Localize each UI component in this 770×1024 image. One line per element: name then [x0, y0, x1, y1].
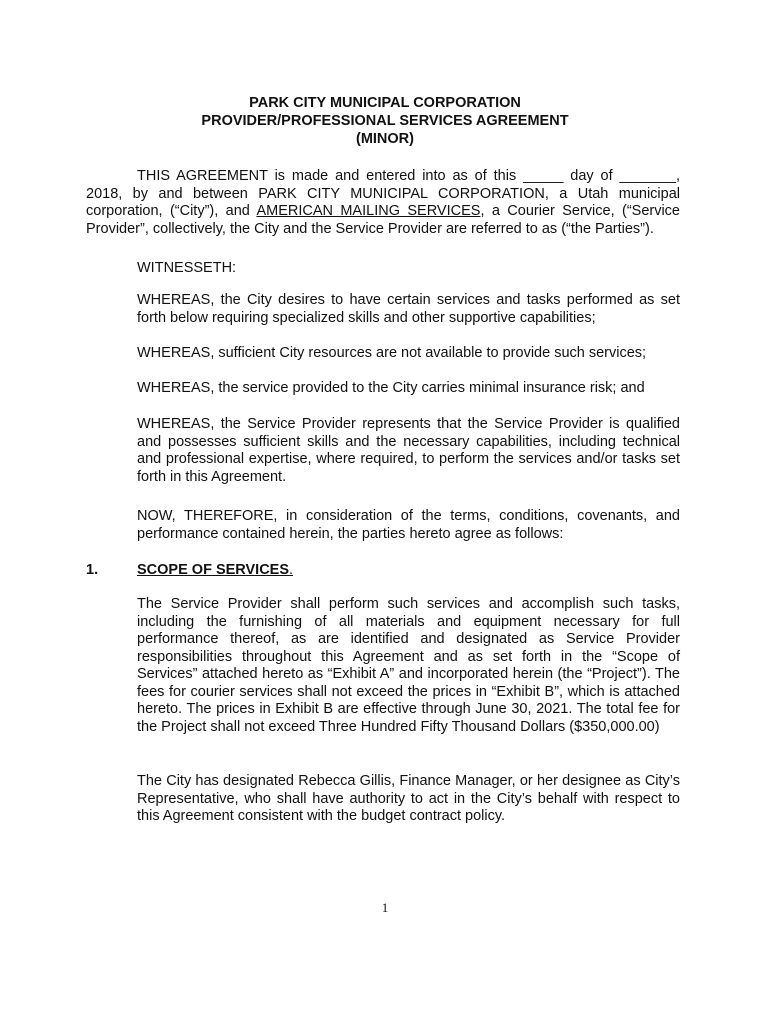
witnesseth-heading: WITNESSETH: [137, 260, 237, 276]
section-title [137, 561, 293, 579]
whereas-clause-4: WHEREAS, the Service Provider represents that the Service Provider is qualified and possesses sufficient skills and the necessary capabilities, including technical and professional expertise, where required, to perform the services and/or tasks set forth in this Agreement. [137, 416, 680, 485]
intro-paragraph [86, 168, 680, 238]
intro-text-end: , a Courier Service, (“Service Provider”, collectively, the City and the Service Provider are referred to as (“the Parties”). [86, 203, 680, 237]
section-title-text: SCOPE OF SERVICES [137, 562, 290, 578]
title-line-agreement: PROVIDER/PROFESSIONAL SERVICES AGREEMENT [201, 113, 569, 129]
page-number: 1 [381, 900, 389, 915]
city-representative-paragraph: The City has designated Rebecca Gillis, Finance Manager, or her designee as City’s Representative, who shall have authority to act in the City’s behalf with respect to this Agreement consistent with the budget contract policy. [137, 773, 680, 824]
intro-text-start: THIS AGREEMENT is made and entered into as of this _____ day of _______, 2018, by and between PARK CITY MUNICIPAL CORPORATION, a Utah municipal corporation, (“City”), and [86, 168, 680, 219]
title-line-corporation: PARK CITY MUNICIPAL CORPORATION [249, 95, 521, 111]
section-title-period: . [289, 562, 294, 578]
scope-of-services-paragraph: The Service Provider shall perform such services and accomplish such tasks, including the furnishing of all materials and equipment necessary for full performance thereof, as are identified and designated as Service Provider responsibilities throughout this Agreement and as set forth in the “Scope of Services” attached hereto as “Exhibit A” and incorporated herein (the “Project”). The fees for courier services shall not exceed the prices in “Exhibit B”, which is attached hereto. The prices in Exhibit B are effective through June 30, 2021. The total fee for the Project shall not exceed Three Hundred Fifty Thousand Dollars ($350,000.00) [137, 596, 680, 735]
section-number: 1. [86, 562, 99, 578]
whereas-clause-2: WHEREAS, sufficient City resources are not available to provide such services; [137, 345, 647, 361]
now-therefore-paragraph: NOW, THEREFORE, in consideration of the terms, conditions, covenants, and performance contained herein, the parties hereto agree as follows: [137, 508, 680, 542]
document-title [0, 94, 770, 148]
whereas-clause-3: WHEREAS, the service provided to the City carries minimal insurance risk; and [137, 380, 645, 396]
whereas-clause-1: WHEREAS, the City desires to have certain services and tasks performed as set forth below requiring specialized skills and other supportive capabilities; [137, 292, 680, 326]
provider-name: AMERICAN MAILING SERVICES [256, 203, 481, 219]
title-line-minor: (MINOR) [356, 131, 414, 147]
